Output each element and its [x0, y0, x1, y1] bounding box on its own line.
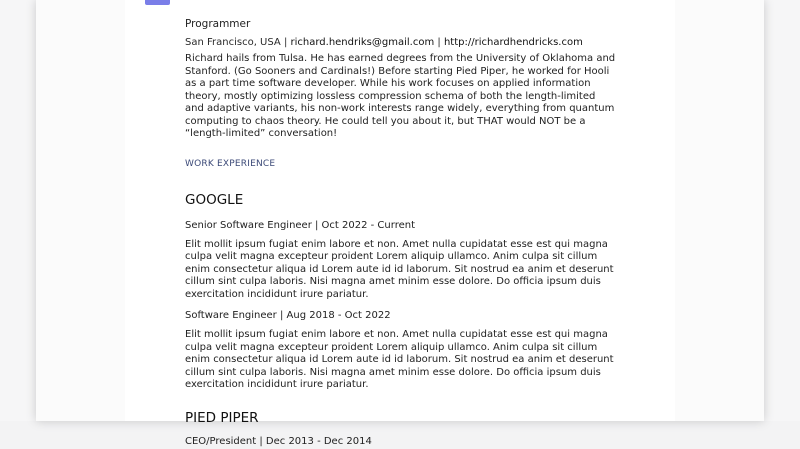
company-name: PIED PIPER [185, 409, 617, 427]
bio-paragraph: Richard hails from Tulsa. He has earned degrees from the University of Oklahoma and Stanford. (Go Sooners and Cardinals!) Before starting Pied Piper, he worked for Hooli as a part time software developer. While his work focuses on applied information theory, mostly optimizing lossless compression schema of both the length-limited and adaptive variants, his non-work interests range widely, everything from quantum computing to chaos theory. He could tell you about it, but THAT would NOT be a “length-limited” conversation! [185, 53, 617, 141]
job-title: Senior Software Engineer | Oct 2022 - Current [185, 219, 617, 233]
location: San Francisco, USA [185, 37, 281, 48]
accent-tab [145, 0, 170, 5]
resume-content [185, 17, 617, 449]
contact-line [185, 36, 617, 50]
job-description: Elit mollit ipsum fugiat enim labore et non. Amet nulla cupidatat esse est qui magna culpa velit magna excepteur proident Lorem aliquip ullamco. Anim culpa sit cillum enim consectetur aliqua id Lorem aute id id laborum. Sit nostrud ea anim et deserunt cillum sint culpa laboris. Nisi magna amet minim esse dolore. Do officia ipsum duis exercitation incididunt irure pariatur. [185, 239, 617, 302]
job-title: CEO/President | Dec 2013 - Dec 2014 [185, 435, 617, 449]
section-heading: WORK EXPERIENCE [185, 158, 617, 170]
website-link[interactable]: http://richardhendricks.com [444, 37, 583, 48]
right-margin [764, 0, 800, 421]
company-name: GOOGLE [185, 191, 617, 209]
job-title: Software Engineer | Aug 2018 - Oct 2022 [185, 309, 617, 323]
separator: | [284, 37, 287, 48]
email-link[interactable]: richard.hendriks@gmail.com [291, 37, 435, 48]
job-description: Elit mollit ipsum fugiat enim labore et non. Amet nulla cupidatat esse est qui magna culpa velit magna excepteur proident Lorem aliquip ullamco. Anim culpa sit cillum enim consectetur aliqua id Lorem aute id id laborum. Sit nostrud ea anim et deserunt cillum sint culpa laboris. Nisi magna amet minim esse dolore. Do officia ipsum duis exercitation incididunt irure pariatur. [185, 329, 617, 392]
separator: | [437, 37, 440, 48]
left-margin [0, 0, 36, 421]
profession-title: Programmer [185, 17, 617, 31]
